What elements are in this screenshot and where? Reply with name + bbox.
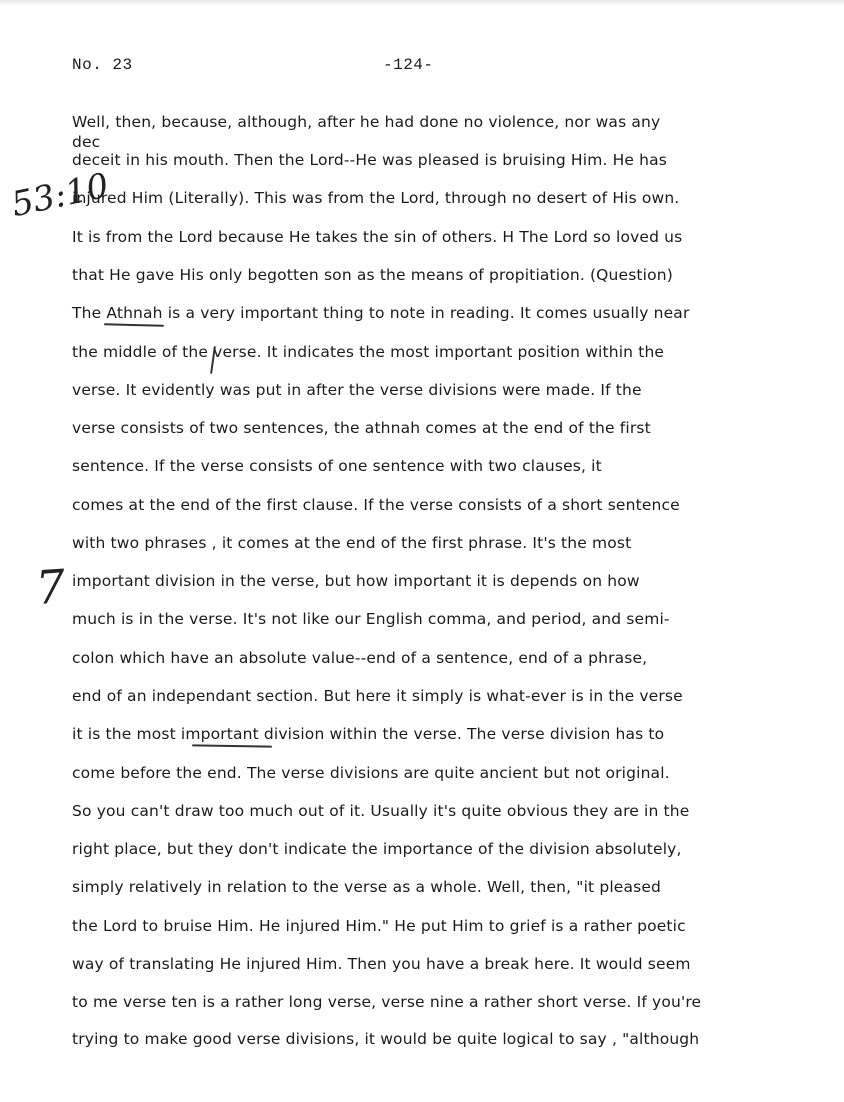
text-line-4: injured Him (Literally). This was from the Lord, through no desert of His own. — [72, 189, 680, 207]
text-line-24: way of translating He injured Him. Then you have a break here. It would seem — [72, 955, 691, 973]
text-line-19: come before the end. The verse divisions are quite ancient but not original. — [72, 764, 670, 782]
text-line-10: verse consists of two sentences, the athnah comes at the end of the first — [72, 419, 651, 437]
text-line-13: with two phrases , it comes at the end of the first phrase. It's the most — [72, 534, 632, 552]
text-line-6: that He gave His only begotten son as the means of propitiation. (Question) — [72, 266, 673, 284]
text-line-23: the Lord to bruise Him. He injured Him." He put Him to grief is a rather poetic — [72, 917, 686, 935]
text-line-1: Well, then, because, although, after he had done no violence, nor was any — [72, 113, 661, 131]
text-line-8: the middle of the verse. It indicates the most important position within the — [72, 343, 665, 361]
text-line-14: important division in the verse, but how important it is depends on how — [72, 572, 640, 590]
handwritten-underline-athnah — [104, 323, 164, 327]
page-number: -124- — [383, 56, 434, 74]
text-line-17: end of an independant section. But here it simply is what-ever is in the verse — [72, 687, 683, 705]
text-line-20: So you can't draw too much out of it. Usually it's quite obvious they are in the — [72, 802, 690, 820]
text-line-3: deceit in his mouth. Then the Lord--He was pleased is bruising Him. He has — [72, 151, 668, 169]
text-line-18: it is the most important division within the verse. The verse division has to — [72, 725, 665, 743]
text-line-7: The Athnah is a very important thing to note in reading. It comes usually near — [72, 304, 690, 322]
text-line-26: trying to make good verse divisions, it would be quite logical to say , "although — [72, 1030, 700, 1048]
text-line-25: to me verse ten is a rather long verse, verse nine a rather short verse. If you're — [72, 993, 702, 1011]
scan-edge — [0, 0, 844, 6]
text-line-12: comes at the end of the first clause. If the verse consists of a short sentence — [72, 496, 680, 514]
text-line-9: verse. It evidently was put in after the verse divisions were made. If the — [72, 381, 642, 399]
handwritten-verse-reference: 53:10 — [8, 165, 113, 226]
text-line-2: dec — [72, 133, 101, 151]
text-line-16: colon which have an absolute value--end of a sentence, end of a phrase, — [72, 649, 648, 667]
text-line-21: right place, but they don't indicate the importance of the division absolutely, — [72, 840, 682, 858]
handwritten-margin-mark: 7 — [34, 559, 68, 615]
text-line-15: much is in the verse. It's not like our English comma, and period, and semi- — [72, 610, 670, 628]
text-line-22: simply relatively in relation to the verse as a whole. Well, then, "it pleased — [72, 878, 662, 896]
text-line-11: sentence. If the verse consists of one sentence with two clauses, it — [72, 457, 602, 475]
document-number: No. 23 — [72, 56, 133, 74]
handwritten-underline-important — [192, 744, 272, 747]
text-line-5: It is from the Lord because He takes the sin of others. H The Lord so loved us — [72, 228, 683, 246]
